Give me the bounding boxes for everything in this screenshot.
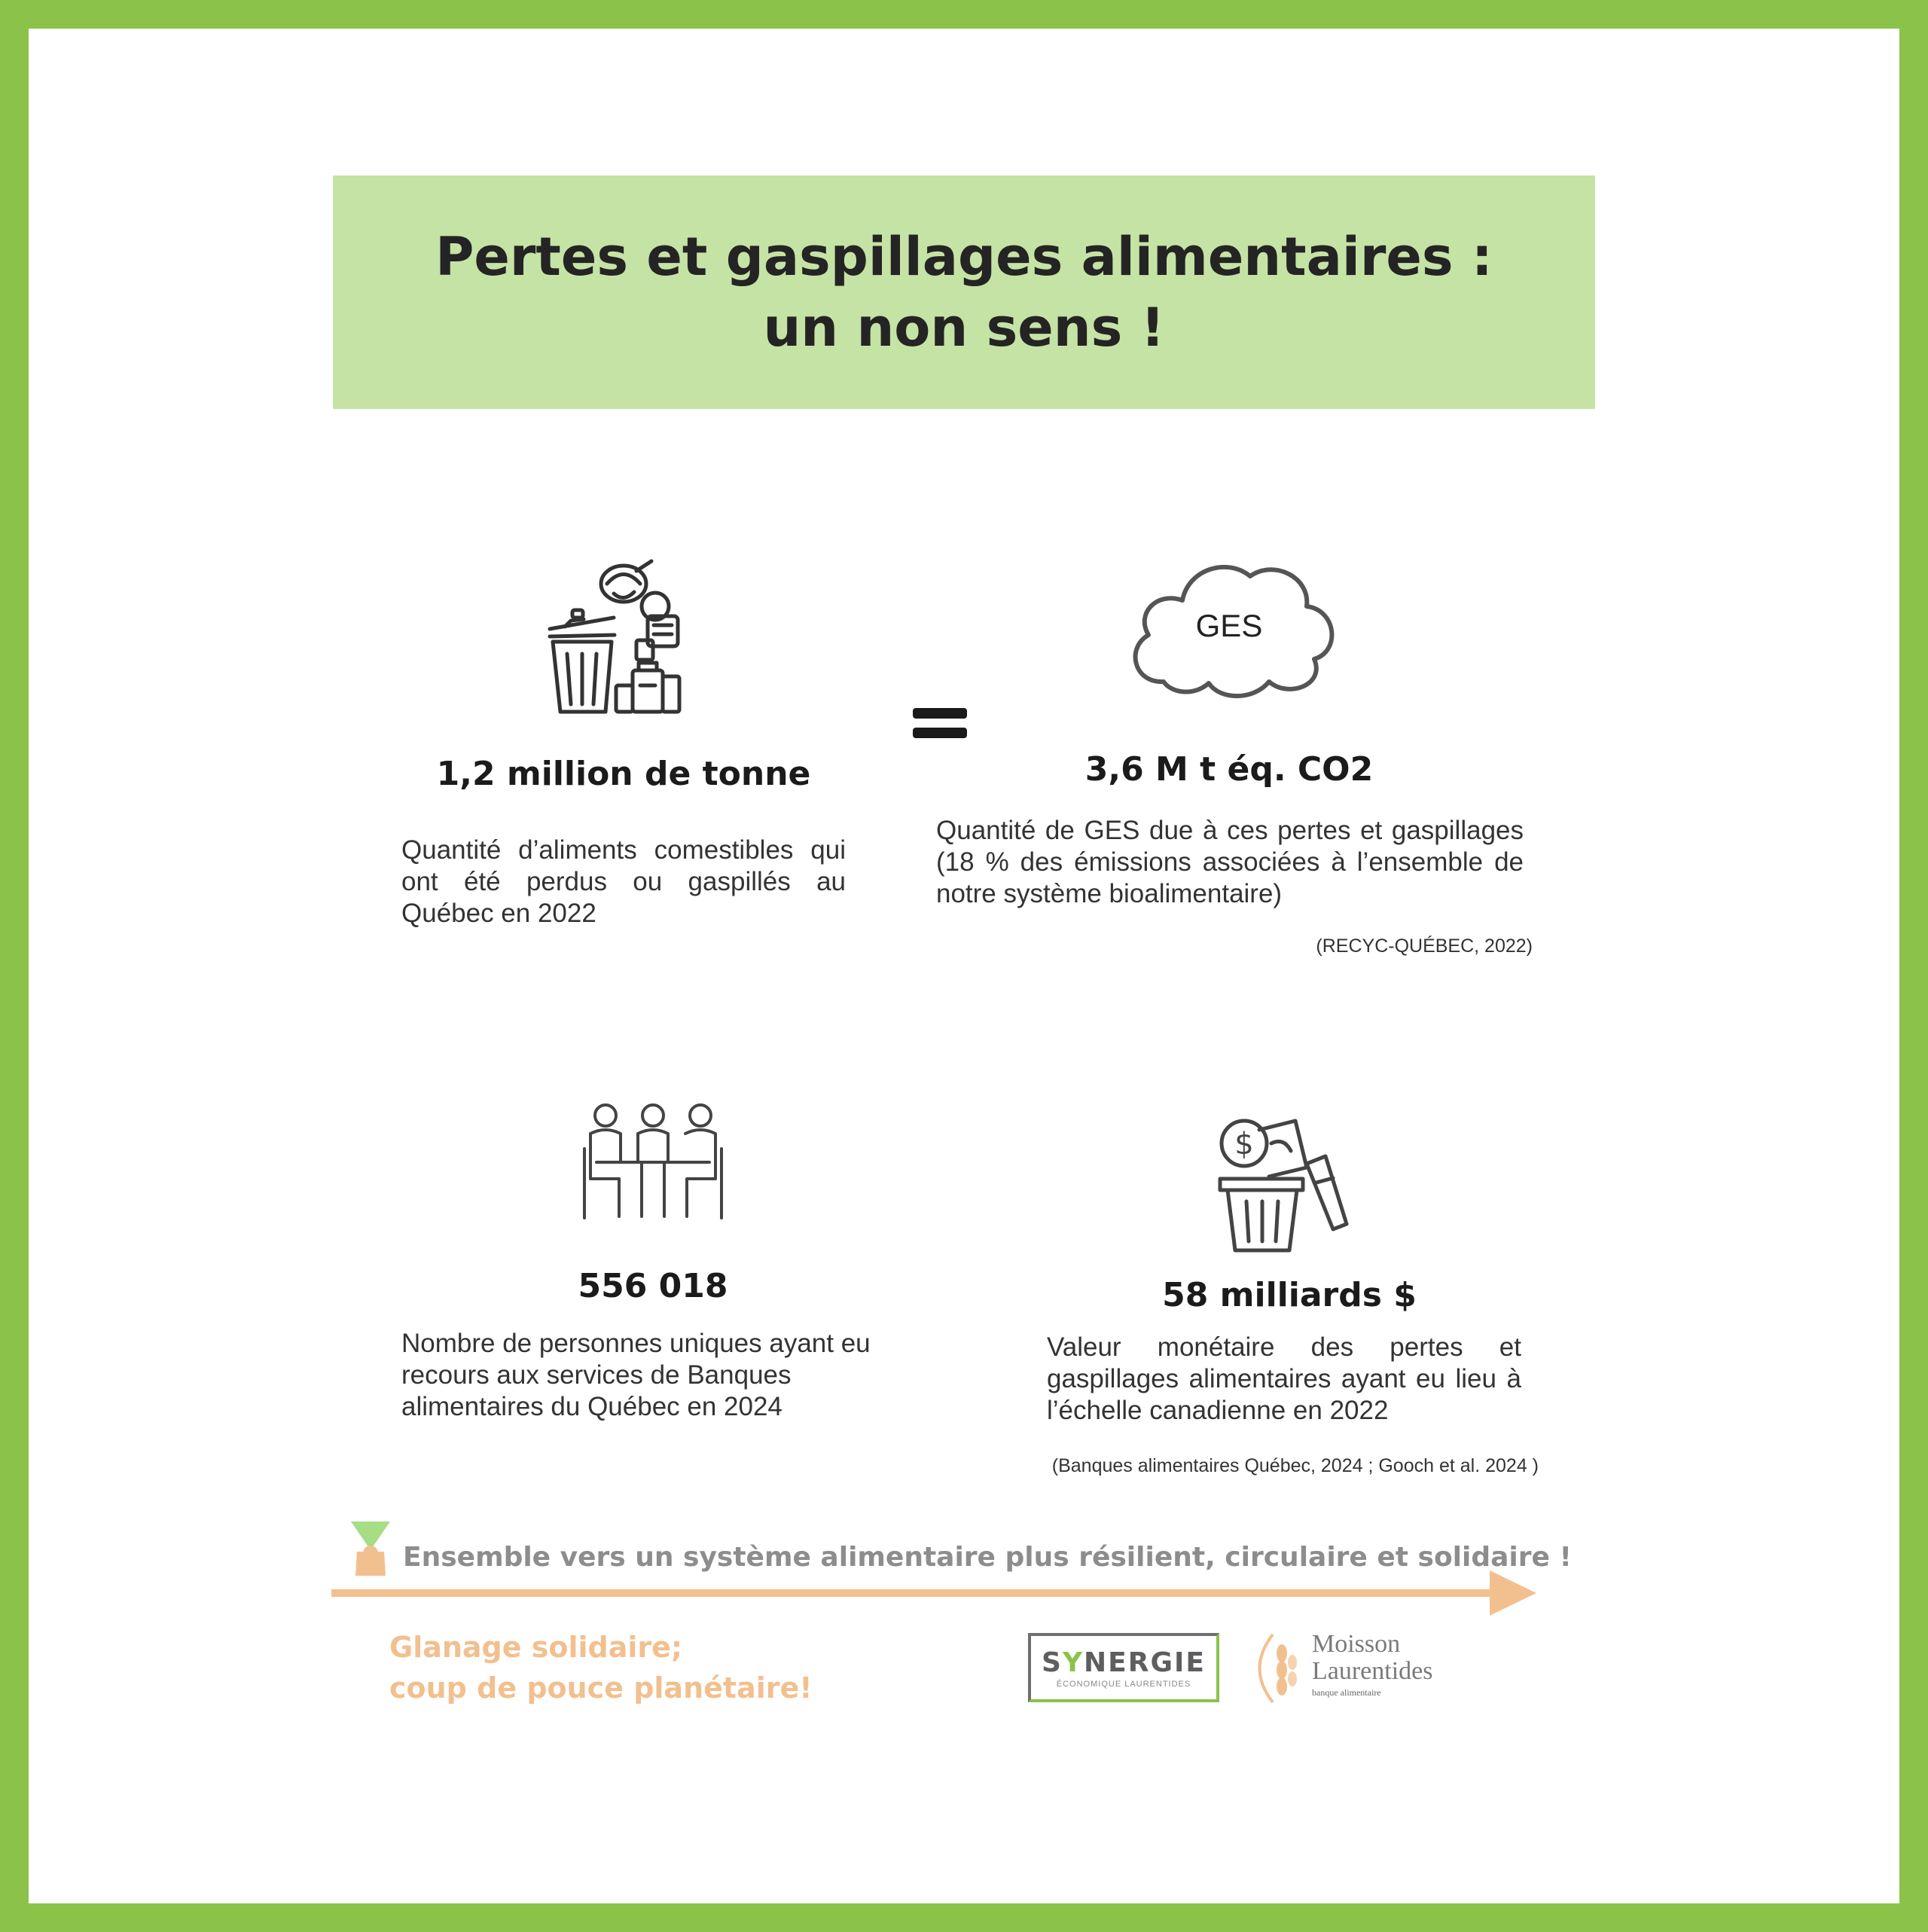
cloud-label: GES bbox=[1195, 608, 1263, 643]
wheat-icon bbox=[1250, 1631, 1307, 1706]
slogan-line-2: coup de pouce planétaire! bbox=[389, 1671, 813, 1705]
stat-people-description: Nombre de personnes uniques ayant eu recours aux services de Banques alimentaires du Québec en 2024 bbox=[401, 1329, 871, 1421]
food-waste-trash-icon bbox=[542, 557, 708, 719]
equals-sign bbox=[913, 708, 967, 743]
people-at-table-icon bbox=[581, 1103, 725, 1224]
cloud-icon bbox=[1122, 554, 1341, 704]
timeline-arrow bbox=[331, 1567, 1536, 1619]
stat-ges-description: Quantité de GES due à ces pertes et gaspillages (18 % des émissions associées à l’ensemble de notre système bioalimentaire) bbox=[936, 816, 1524, 908]
synergie-logo-subtitle: ÉCONOMIQUE LAURENTIDES bbox=[1056, 1679, 1191, 1689]
stat-ges-value: 3,6 M t éq. CO2 bbox=[1084, 750, 1374, 789]
source-banques: (Banques alimentaires Québec, 2024 ; Gooch et al. 2024 ) bbox=[1051, 1455, 1539, 1476]
moisson-laurentides-text: Moisson Laurentides banque alimentaire bbox=[1312, 1630, 1433, 1698]
source-recyc: (RECYC-QUÉBEC, 2022) bbox=[1316, 935, 1533, 957]
stat-money-description: Valeur monétaire des pertes et gaspillages alimentaires ayant eu lieu à l’échelle canadienne en 2022 bbox=[1047, 1332, 1521, 1425]
title-line-1: Pertes et gaspillages alimentaires : bbox=[435, 226, 1493, 288]
stat-people-value: 556 018 bbox=[578, 1267, 728, 1305]
synergie-logo-name: SYNERGIE bbox=[1042, 1647, 1206, 1678]
money-trash-icon bbox=[1213, 1115, 1352, 1254]
moisson-laurentides-logo bbox=[1250, 1631, 1476, 1706]
title-line-2: un non sens ! bbox=[763, 297, 1165, 359]
svg-text:$: $ bbox=[1234, 1127, 1254, 1161]
slogan-line-1: Glanage solidaire; bbox=[389, 1631, 683, 1664]
title-banner bbox=[333, 175, 1595, 409]
synergie-logo bbox=[1028, 1633, 1219, 1702]
stat-food-description: Quantité d’aliments comestibles qui ont été perdus ou gaspillés au Québec en 2022 bbox=[401, 835, 846, 928]
stat-food-value: 1,2 million de tonne bbox=[436, 755, 811, 793]
slogan bbox=[389, 1627, 813, 1708]
tagline: Ensemble vers un système alimentaire plus résilient, circulaire et solidaire ! bbox=[403, 1542, 1572, 1573]
stat-money-value: 58 milliards $ bbox=[1162, 1276, 1417, 1314]
